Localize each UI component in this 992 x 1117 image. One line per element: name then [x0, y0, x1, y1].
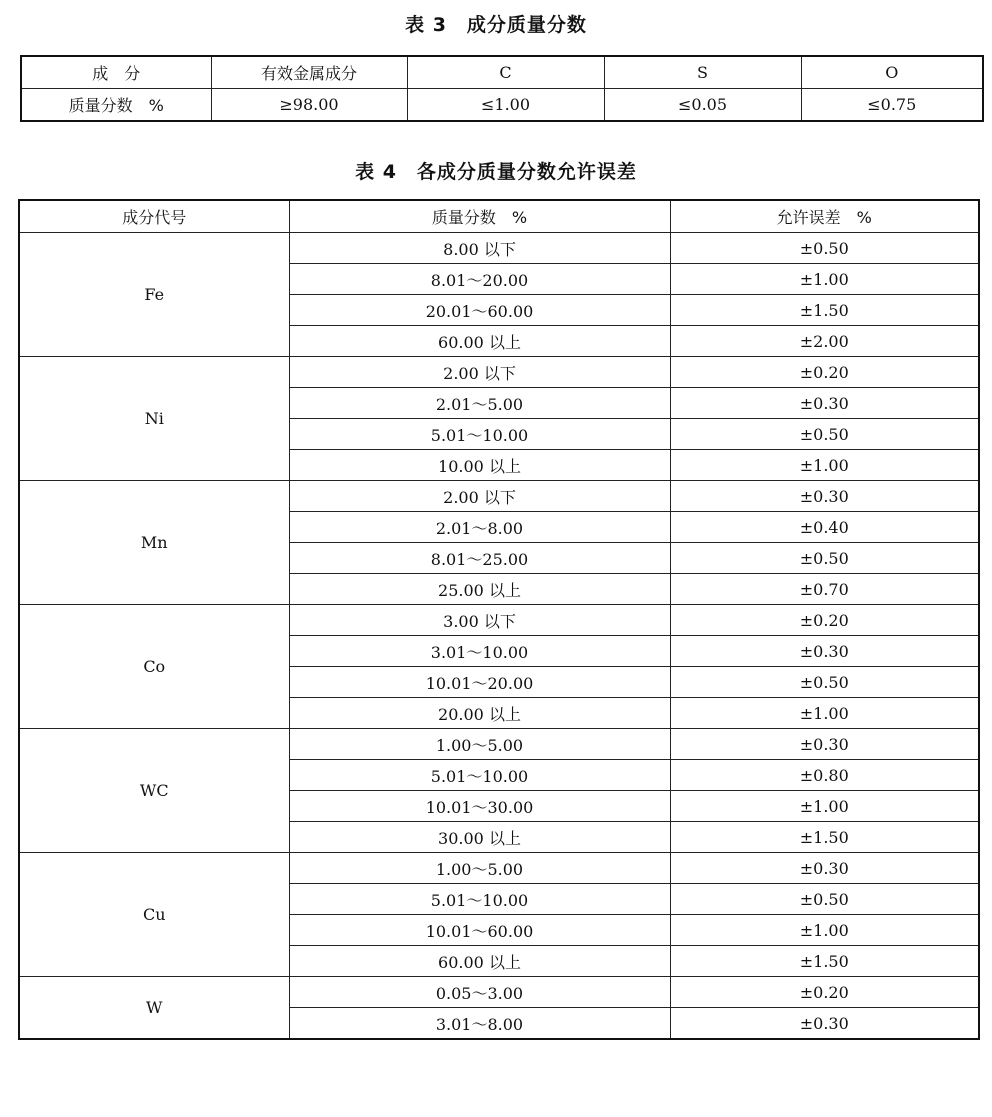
component-code-cell: W [19, 977, 289, 1040]
mass-fraction-range-cell: 20.00 以上 [289, 698, 670, 729]
header-cell-component-code: 成分代号 [19, 200, 289, 233]
mass-fraction-range-cell: 5.01～10.00 [289, 884, 670, 915]
mass-fraction-range-cell: 5.01～10.00 [289, 419, 670, 450]
tolerance-cell: ±0.30 [670, 636, 979, 667]
table-row [19, 233, 979, 264]
tolerance-cell: ±0.20 [670, 977, 979, 1008]
table-3-title: 表 3 成分质量分数 [405, 14, 587, 36]
table-row [19, 977, 979, 1008]
table-3-header-row [21, 56, 983, 89]
row-label-mass-fraction: 质量分数 % [21, 89, 211, 122]
table-4-header-row [19, 200, 979, 233]
tolerance-cell: ±2.00 [670, 326, 979, 357]
mass-fraction-range-cell: 1.00～5.00 [289, 729, 670, 760]
tolerance-cell: ±0.50 [670, 233, 979, 264]
header-cell-c: C [407, 56, 604, 89]
tolerance-cell: ±0.70 [670, 574, 979, 605]
tolerance-cell: ±0.20 [670, 605, 979, 636]
tolerance-cell: ±0.20 [670, 357, 979, 388]
mass-fraction-range-cell: 20.01～60.00 [289, 295, 670, 326]
component-code-cell: Co [19, 605, 289, 729]
tolerance-cell: ±1.00 [670, 791, 979, 822]
mass-fraction-range-cell: 1.00～5.00 [289, 853, 670, 884]
tolerance-cell: ±0.30 [670, 481, 979, 512]
tolerance-cell: ±0.50 [670, 543, 979, 574]
value-cell-c: ≤1.00 [407, 89, 604, 122]
mass-fraction-range-cell: 3.01～10.00 [289, 636, 670, 667]
table-3-value-row [21, 89, 983, 122]
component-code-cell: Mn [19, 481, 289, 605]
value-cell-effective-metal: ≥98.00 [211, 89, 407, 122]
header-cell-component: 成 分 [21, 56, 211, 89]
tolerance-cell: ±0.30 [670, 729, 979, 760]
table-row [19, 357, 979, 388]
header-cell-mass-fraction: 质量分数 % [289, 200, 670, 233]
tolerance-cell: ±0.30 [670, 1008, 979, 1040]
tolerance-cell: ±1.00 [670, 450, 979, 481]
mass-fraction-range-cell: 8.00 以下 [289, 233, 670, 264]
table-row [19, 605, 979, 636]
value-cell-o: ≤0.75 [801, 89, 983, 122]
mass-fraction-range-cell: 10.01～30.00 [289, 791, 670, 822]
mass-fraction-range-cell: 30.00 以上 [289, 822, 670, 853]
tolerance-cell: ±0.30 [670, 388, 979, 419]
header-cell-effective-metal: 有效金属成分 [211, 56, 407, 89]
tolerance-cell: ±1.50 [670, 295, 979, 326]
table-4-tolerance [18, 199, 980, 1040]
table-row [19, 481, 979, 512]
tolerance-cell: ±0.50 [670, 667, 979, 698]
mass-fraction-range-cell: 0.05～3.00 [289, 977, 670, 1008]
header-cell-tolerance: 允许误差 % [670, 200, 979, 233]
value-cell-s: ≤0.05 [604, 89, 801, 122]
mass-fraction-range-cell: 10.00 以上 [289, 450, 670, 481]
mass-fraction-range-cell: 3.00 以下 [289, 605, 670, 636]
tolerance-cell: ±0.50 [670, 419, 979, 450]
tolerance-cell: ±0.40 [670, 512, 979, 543]
header-cell-s: S [604, 56, 801, 89]
tolerance-cell: ±1.00 [670, 698, 979, 729]
mass-fraction-range-cell: 2.01～5.00 [289, 388, 670, 419]
tolerance-cell: ±0.50 [670, 884, 979, 915]
mass-fraction-range-cell: 10.01～20.00 [289, 667, 670, 698]
mass-fraction-range-cell: 2.00 以下 [289, 357, 670, 388]
table-row [19, 853, 979, 884]
tolerance-cell: ±1.50 [670, 946, 979, 977]
mass-fraction-range-cell: 2.00 以下 [289, 481, 670, 512]
tolerance-cell: ±1.00 [670, 264, 979, 295]
tolerance-cell: ±1.50 [670, 822, 979, 853]
component-code-cell: Ni [19, 357, 289, 481]
table-row [19, 729, 979, 760]
mass-fraction-range-cell: 60.00 以上 [289, 946, 670, 977]
component-code-cell: WC [19, 729, 289, 853]
table-3-composition [20, 55, 984, 122]
table-4-body [19, 233, 979, 1040]
mass-fraction-range-cell: 8.01～25.00 [289, 543, 670, 574]
header-cell-o: O [801, 56, 983, 89]
mass-fraction-range-cell: 5.01～10.00 [289, 760, 670, 791]
tolerance-cell: ±0.80 [670, 760, 979, 791]
component-code-cell: Fe [19, 233, 289, 357]
mass-fraction-range-cell: 8.01～20.00 [289, 264, 670, 295]
table-4-title: 表 4 各成分质量分数允许误差 [355, 161, 637, 183]
component-code-cell: Cu [19, 853, 289, 977]
tolerance-cell: ±1.00 [670, 915, 979, 946]
mass-fraction-range-cell: 60.00 以上 [289, 326, 670, 357]
mass-fraction-range-cell: 3.01～8.00 [289, 1008, 670, 1040]
tolerance-cell: ±0.30 [670, 853, 979, 884]
mass-fraction-range-cell: 25.00 以上 [289, 574, 670, 605]
mass-fraction-range-cell: 2.01～8.00 [289, 512, 670, 543]
mass-fraction-range-cell: 10.01～60.00 [289, 915, 670, 946]
